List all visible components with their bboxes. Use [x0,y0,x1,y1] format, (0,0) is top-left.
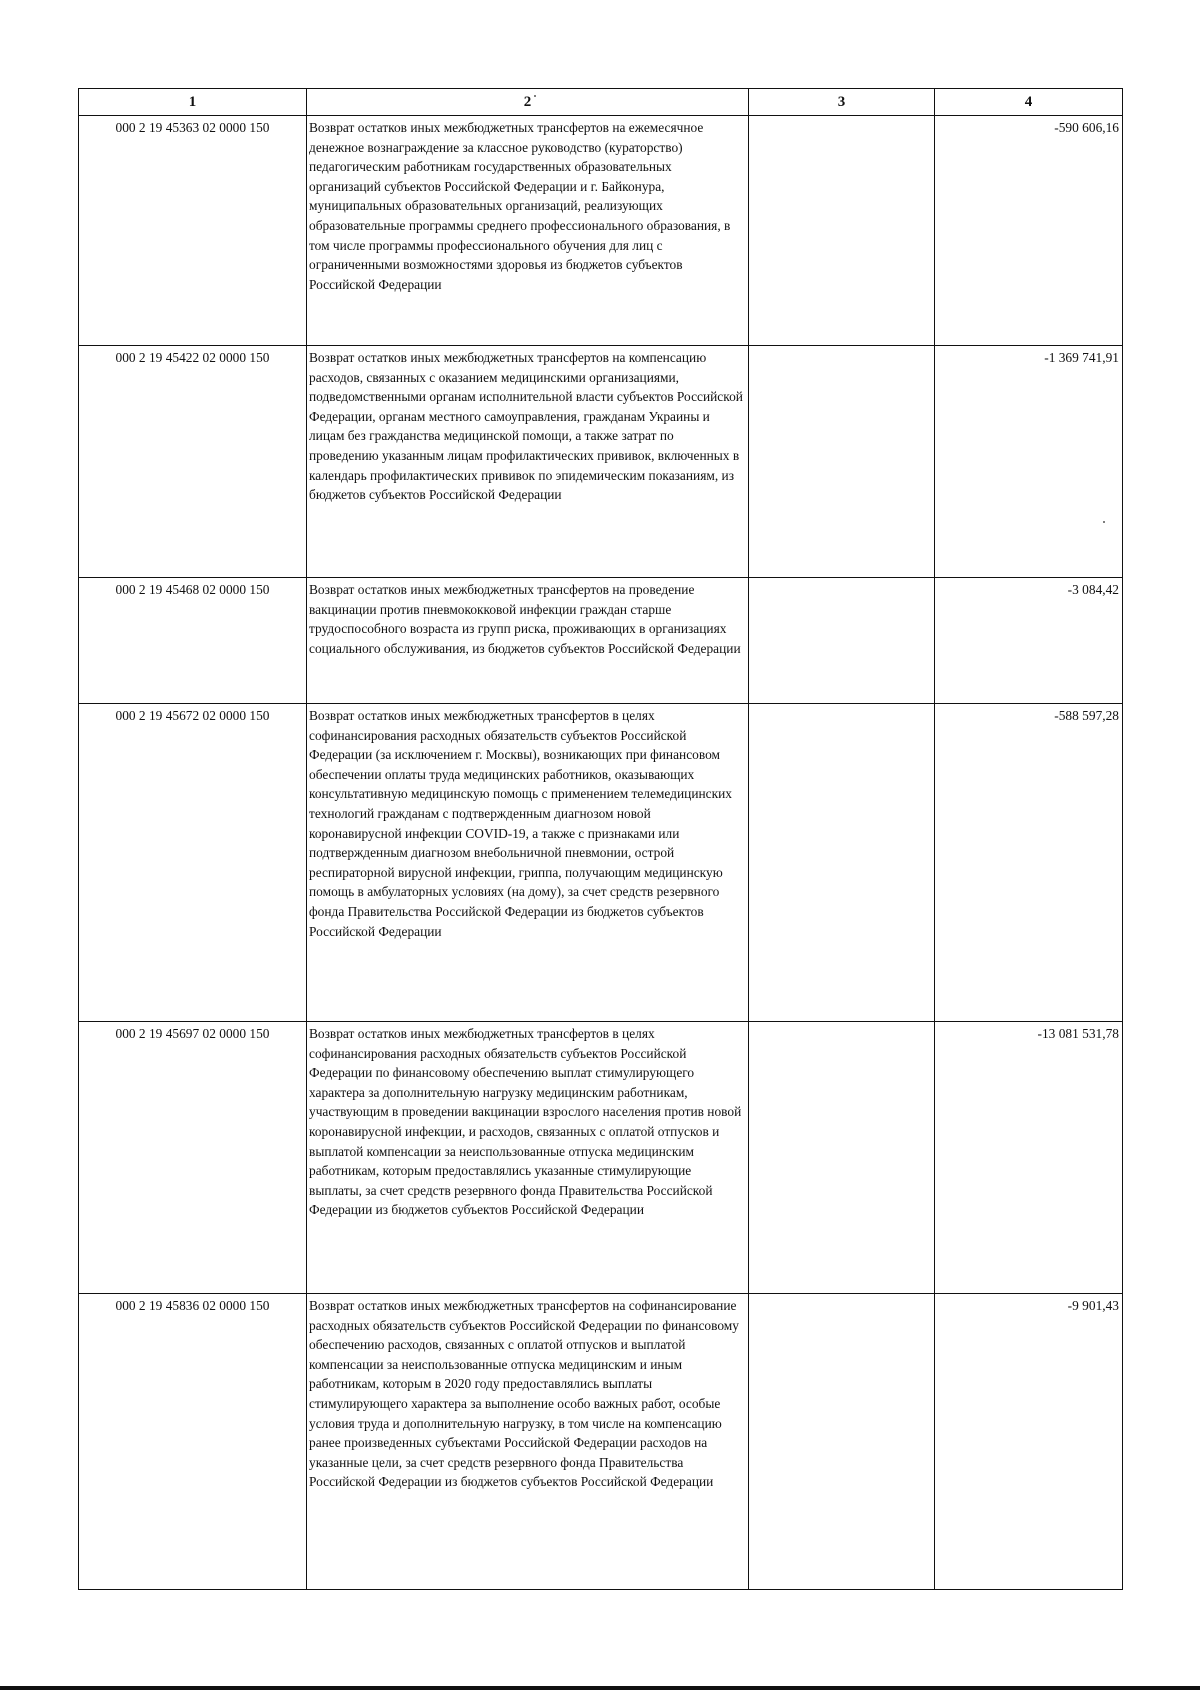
table-row [79,1022,1123,1294]
row-description: Возврат остатков иных межбюджетных трансфертов на компенсацию расходов, связанных с оказанием медицинскими организациями, подведомственными органам исполнительной власти субъектов Российской Федерации, органам местного самоуправления, гражданам Украины и лицам без гражданства медицинской помощи, а также затрат по проведению указанным лицам профилактических прививок, включенных в календарь профилактических прививок по эпидемическим показаниям, из бюджетов субъектов Российской Федерации [307,346,749,578]
budget-code: 000 2 19 45697 02 0000 150 [79,1022,307,1294]
scan-speck [534,95,536,97]
budget-code: 000 2 19 45363 02 0000 150 [79,116,307,346]
row-description: Возврат остатков иных межбюджетных трансфертов на проведение вакцинации против пневмококковой инфекции граждан старше трудоспособного возраста из групп риска, проживающих в организациях социального обслуживания, из бюджетов субъектов Российской Федерации [307,578,749,704]
row-description: Возврат остатков иных межбюджетных трансфертов на софинансирование расходных обязательств субъектов Российской Федерации по финансовому обеспечению расходов, связанных с оплатой отпусков и выплатой компенсации за неиспользованные отпуска медицинским и иным работникам, которым в 2020 году предоставлялись выплаты стимулирующего характера за выполнение особо важных работ, особые условия труда и дополнительную нагрузку, в том числе на компенсацию ранее произведенных субъектами Российской Федерации расходов на указанные цели, за счет средств резервного фонда Правительства Российской Федерации из бюджетов субъектов Российской Федерации [307,1294,749,1590]
row-amount: -3 084,42 [935,578,1123,704]
budget-code: 000 2 19 45672 02 0000 150 [79,704,307,1022]
table-row [79,578,1123,704]
row-description: Возврат остатков иных межбюджетных трансфертов в целях софинансирования расходных обязательств субъектов Российской Федерации по финансовому обеспечению выплат стимулирующего характера за дополнительную нагрузку медицинским работникам, участвующим в проведении вакцинации взрослого населения против новой коронавирусной инфекции, и расходов, связанных с оплатой отпусков и выплатой компенсации за неиспользованные отпуска медицинским работникам, которым предоставлялись указанные стимулирующие выплаты, за счет средств резервного фонда Правительства Российской Федерации из бюджетов субъектов Российской Федерации [307,1022,749,1294]
budget-table [78,88,1123,1590]
budget-code: 000 2 19 45468 02 0000 150 [79,578,307,704]
page-bottom-edge [0,1686,1200,1690]
row-amount: -588 597,28 [935,704,1123,1022]
row-col3 [749,346,935,578]
row-amount: -1 369 741,91 [935,346,1123,578]
row-col3 [749,704,935,1022]
header-col-2: 2 [307,89,749,116]
table-row [79,1294,1123,1590]
table-row [79,704,1123,1022]
budget-code: 000 2 19 45836 02 0000 150 [79,1294,307,1590]
row-amount: -9 901,43 [935,1294,1123,1590]
header-col-3: 3 [749,89,935,116]
table-row [79,346,1123,578]
header-col-1: 1 [79,89,307,116]
table-row [79,116,1123,346]
row-amount: -13 081 531,78 [935,1022,1123,1294]
row-col3 [749,1294,935,1590]
row-col3 [749,116,935,346]
scan-speck [1103,521,1105,523]
row-amount: -590 606,16 [935,116,1123,346]
budget-code: 000 2 19 45422 02 0000 150 [79,346,307,578]
row-description: Возврат остатков иных межбюджетных трансфертов на ежемесячное денежное вознаграждение за классное руководство (кураторство) педагогическим работникам государственных образовательных организаций субъектов Российской Федерации и г. Байконура, муниципальных образовательных организаций, реализующих образовательные программы среднего профессионального образования, в том числе программы профессионального обучения для лиц с ограниченными возможностями здоровья из бюджетов субъектов Российской Федерации [307,116,749,346]
row-description: Возврат остатков иных межбюджетных трансфертов в целях софинансирования расходных обязательств субъектов Российской Федерации (за исключением г. Москвы), возникающих при финансовом обеспечении оплаты труда медицинских работников, оказывающих консультативную медицинскую помощь с применением телемедицинских технологий гражданам с подтвержденным диагнозом новой коронавирусной инфекции COVID-19, а также с признаками или подтвержденным диагнозом внебольничной пневмонии, острой респираторной вирусной инфекции, гриппа, получающим медицинскую помощь в амбулаторных условиях (на дому), за счет средств резервного фонда Правительства Российской Федерации из бюджетов субъектов Российской Федерации [307,704,749,1022]
row-col3 [749,1022,935,1294]
header-row [79,89,1123,116]
row-col3 [749,578,935,704]
header-col-4: 4 [935,89,1123,116]
